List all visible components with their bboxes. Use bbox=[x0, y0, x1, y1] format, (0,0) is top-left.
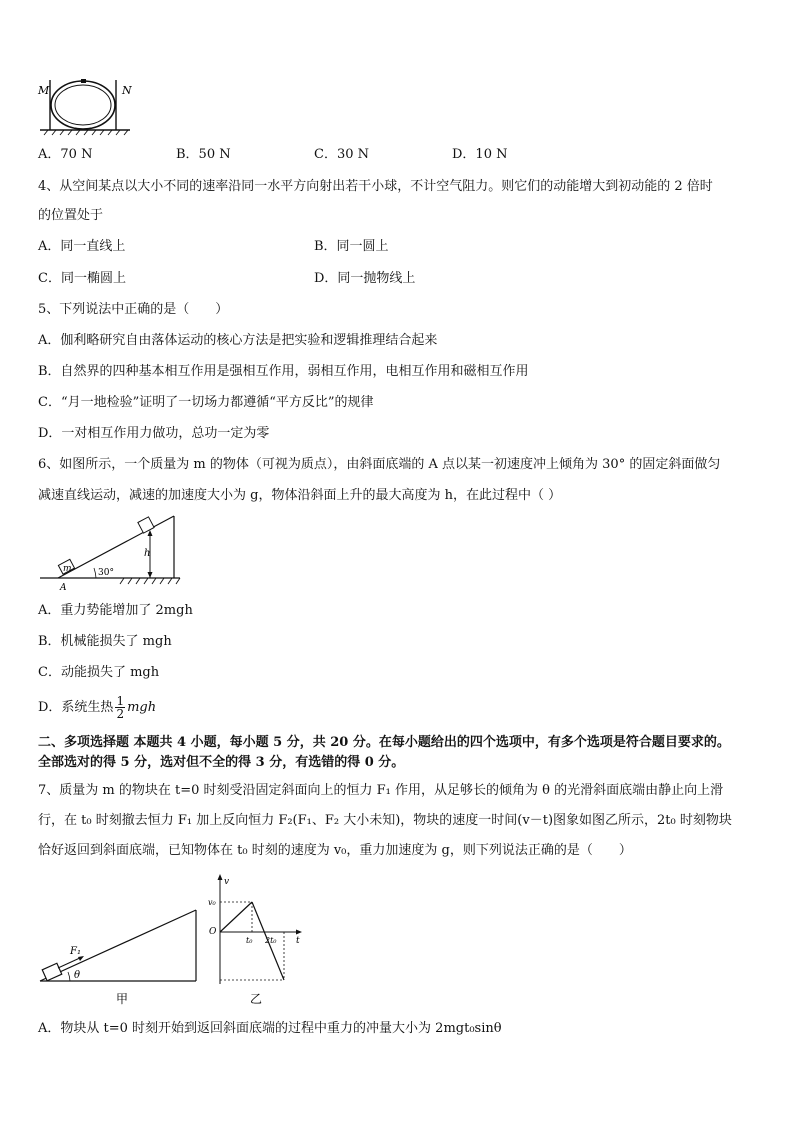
label-v: v bbox=[224, 877, 230, 887]
label-n: N bbox=[122, 84, 132, 97]
label-v0: v₀ bbox=[208, 898, 216, 907]
q6-option-a[interactable]: A．重力势能增加了 2mgh bbox=[38, 603, 193, 618]
label-t0: t₀ bbox=[246, 936, 253, 945]
q7-stem-line-3: 恰好返回到斜面底端，已知物体在 t₀ 时刻的速度为 v₀，重力加速度为 g，则下列说法正确的是（ ） bbox=[38, 843, 632, 858]
q5-stem: 5、下列说法中正确的是（ ） bbox=[38, 302, 229, 317]
label-o: O bbox=[209, 927, 217, 937]
q6-stem-line-2: 减速直线运动，减速的加速度大小为 g，物体沿斜面上升的最大高度为 h，在此过程中（ ） bbox=[38, 488, 562, 503]
q5-option-c[interactable]: C．“月一地检验”证明了一切场力都遵循“平方反比”的规律 bbox=[38, 395, 374, 410]
vt-x-axis-arrow bbox=[296, 930, 302, 935]
q3-option-d[interactable]: D．10 N bbox=[452, 147, 508, 162]
vt-segment-reverse bbox=[252, 902, 284, 980]
label-h: h bbox=[144, 548, 151, 559]
q6-option-d[interactable] bbox=[38, 694, 156, 722]
q6-option-b[interactable]: B．机械能损失了 mgh bbox=[38, 634, 172, 649]
label-2t0: 2t₀ bbox=[265, 936, 277, 945]
vt-y-axis-arrow bbox=[218, 874, 223, 880]
q3-option-b[interactable]: B．50 N bbox=[176, 147, 231, 162]
label-m-small: m bbox=[63, 564, 72, 574]
label-f1: F₁ bbox=[70, 946, 81, 957]
q3-option-c[interactable]: C．30 N bbox=[314, 147, 369, 162]
q6-option-d-prefix: D．系统生热 bbox=[38, 700, 114, 715]
q7-figure-jia bbox=[36, 906, 206, 1008]
q7-stem-line-1: 7、质量为 m 的物块在 t=0 时刻受沿固定斜面向上的恒力 F₁ 作用，从足够长的倾角为 θ 的光滑斜面底端由静止向上滑 bbox=[38, 783, 724, 798]
q7-stem-line-2: 行，在 t₀ 时刻撤去恒力 F₁ 加上反向恒力 F₂(F₁、F₂ 大小未知)，物块的速度一时间(v－t)图象如图乙所示，2t₀ 时刻物块 bbox=[38, 813, 732, 828]
q4-stem-line-1: 4、从空间某点以大小不同的速率沿同一水平方向射出若干小球，不计空气阻力。则它们的动能增大到初动能的 2 倍时 bbox=[38, 179, 713, 194]
caption-yi: 乙 bbox=[250, 992, 263, 1006]
label-theta: θ bbox=[74, 970, 81, 981]
q7-figure-yi bbox=[206, 872, 310, 1008]
section-2-heading-line-1: 二、多项选择题 本题共 4 小题，每小题 5 分，共 20 分。在每小题给出的四个选项中，有多个选项是符合题目要求的。 bbox=[38, 735, 730, 750]
q4-option-c[interactable]: C．同一椭圆上 bbox=[38, 271, 126, 286]
q6-option-c[interactable]: C．动能损失了 mgh bbox=[38, 665, 160, 680]
q6-stem-line-1: 6、如图所示，一个质量为 m 的物体（可视为质点），由斜面底端的 A 点以某一初速度冲上倾角为 30° 的固定斜面做匀 bbox=[38, 457, 721, 472]
q5-option-a[interactable]: A．伽利略研究自由落体运动的核心方法是把实验和逻辑推理结合起来 bbox=[38, 333, 438, 348]
fraction-one-half: $\frac{1}{2}$ bbox=[116, 694, 125, 721]
q4-option-a[interactable]: A．同一直线上 bbox=[38, 239, 126, 254]
label-m: M bbox=[38, 84, 50, 97]
q6-incline-figure bbox=[36, 508, 186, 594]
q4-stem-line-2: 的位置处于 bbox=[38, 208, 104, 223]
q4-option-d[interactable]: D．同一抛物线上 bbox=[314, 271, 416, 286]
label-t: t bbox=[296, 936, 300, 946]
label-angle: 30° bbox=[98, 568, 114, 578]
q4-option-b[interactable]: B．同一圆上 bbox=[314, 239, 389, 254]
q5-option-d[interactable]: D．一对相互作用力做功，总功一定为零 bbox=[38, 426, 270, 441]
q3-ring-figure bbox=[36, 76, 136, 136]
q7-option-a[interactable]: A．物块从 t=0 时刻开始到返回斜面底端的过程中重力的冲量大小为 2mgt₀sinθ bbox=[38, 1021, 502, 1036]
section-2-heading-line-2: 全部选对的得 5 分，选对但不全的得 3 分，有选错的得 0 分。 bbox=[38, 755, 405, 770]
q5-option-b[interactable]: B．自然界的四种基本相互作用是强相互作用，弱相互作用，电相互作用和磁相互作用 bbox=[38, 364, 529, 379]
caption-jia: 甲 bbox=[116, 992, 129, 1006]
q3-option-a[interactable]: A．70 N bbox=[38, 147, 93, 162]
label-a: A bbox=[60, 583, 67, 593]
vt-segment-accelerate bbox=[220, 902, 252, 932]
vt-graph-svg bbox=[206, 872, 310, 1008]
q6-option-d-suffix: mgh bbox=[127, 700, 157, 715]
